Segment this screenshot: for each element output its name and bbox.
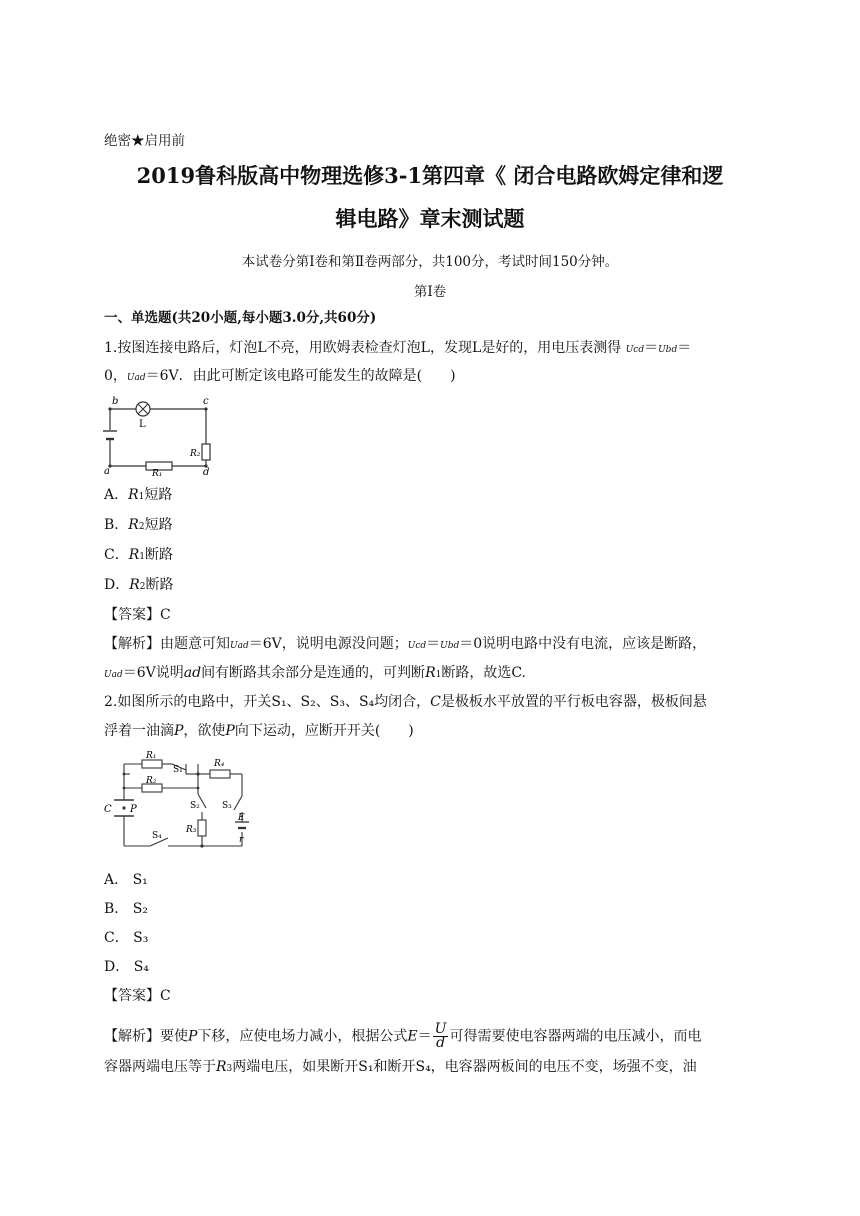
- volume-label: 第Ⅰ卷: [413, 284, 447, 300]
- q1-answer: 【答案】C: [104, 607, 171, 623]
- label-r2: R₂: [146, 776, 157, 786]
- label-s1: S₁: [173, 765, 183, 775]
- q1-stem-text: 1.按图连接电路后，灯泡L不亮，用欧姆表检查灯泡L，发现L是好的，用电压表测得: [104, 340, 622, 356]
- q2-option-d: D． S₄: [104, 959, 149, 975]
- resistor-r4-icon: [210, 770, 230, 778]
- label-c: C: [104, 804, 112, 815]
- q1-stem-text: 0，: [104, 368, 127, 384]
- label-r1: R₁: [146, 751, 157, 761]
- oil-drop-icon: [122, 806, 125, 809]
- q1-circuit-diagram: [102, 394, 220, 476]
- q2-answer: 【答案】C: [104, 988, 171, 1004]
- q1-eq: ＝: [677, 340, 692, 356]
- section-heading: 一、单选题(共20小题,每小题3.0分,共60分): [104, 310, 377, 326]
- q1-option-d: D．R2断路: [104, 577, 174, 593]
- q1-analysis-line-2: Uad＝6V说明ad间有断路其余部分是连通的，可判断R1断路，故选C.: [104, 665, 527, 681]
- q1-stem-line-1: [104, 338, 691, 360]
- label-r2: R₂: [190, 449, 201, 459]
- page-title-line-1: 2019鲁科版高中物理选修3-1第四章《 闭合电路欧姆定律和逻: [136, 163, 724, 188]
- label-r: r: [239, 835, 244, 845]
- label-e: E: [238, 813, 245, 823]
- q2-stem-line-1: 2.如图所示的电路中，开关S₁、S₂、S₃、S₄均闭合，C是极板水平放置的平行板电容器，极板间悬: [104, 694, 707, 710]
- secret-label: 绝密★启用前: [104, 133, 185, 149]
- label-s3: S₃: [222, 801, 232, 811]
- label-c: c: [203, 396, 209, 407]
- q2-analysis-line-2: 容器两端电压等于R3两端电压，如果断开S₁和断开S₄，电容器两板间的电压不变，场强不变，油: [104, 1059, 697, 1075]
- label-a: a: [104, 466, 110, 476]
- q2-option-b: B． S₂: [104, 901, 148, 917]
- label-s4: S₄: [152, 831, 162, 841]
- label-d: d: [203, 467, 210, 476]
- label-r3: R₃: [186, 825, 197, 835]
- q1-analysis-line-1: 【解析】由题意可知Uad＝6V，说明电源没问题；Ucd＝Ubd＝0说明电路中没有电流，应该是断路，: [104, 636, 707, 652]
- label-p: P: [130, 804, 137, 815]
- q2-analysis-line-1: 【解析】要使P下移，应使电场力减小，根据公式E＝ $\frac{U}{d}$ 可得需要使电容器两端的电压减小，而电: [104, 1021, 702, 1051]
- battery-icon: [103, 431, 117, 439]
- q2-circuit-diagram: [102, 750, 252, 856]
- resistor-r3-icon: [198, 820, 206, 836]
- label-r4: R₄: [214, 759, 225, 769]
- q2-option-c: C． S₃: [104, 930, 149, 946]
- q1-ubd: Ubd: [658, 345, 678, 355]
- exam-intro: 本试卷分第Ⅰ卷和第Ⅱ卷两部分，共100分，考试时间150分钟。: [241, 254, 619, 270]
- q2-option-a: A． S₁: [104, 872, 148, 888]
- label-l: L: [139, 419, 146, 430]
- lamp-icon: [136, 402, 150, 416]
- q1-option-b: B．R2短路: [104, 517, 173, 533]
- label-b: b: [112, 396, 119, 407]
- q1-option-c: C．R1断路: [104, 547, 173, 563]
- label-s2: S₂: [190, 801, 200, 811]
- label-r1: R₁: [152, 469, 163, 476]
- q2-stem-line-2: 浮着一油滴P，欲使P向下运动，应断开开关( ): [104, 723, 414, 739]
- q1-stem-line-2: [104, 366, 456, 388]
- q1-option-a: A．R1短路: [104, 487, 173, 503]
- q1-uad: Uad: [126, 373, 146, 383]
- q1-ucd: Ucd: [625, 345, 645, 355]
- page-title-line-2: 辑电路》章末测试题: [335, 206, 525, 231]
- resistor-r2-icon: [202, 444, 210, 460]
- q1-eq: ＝: [644, 340, 659, 356]
- q1-stem-text: ＝6V．由此可断定该电路可能发生的故障是( ): [145, 368, 456, 384]
- resistor-r1-icon: [142, 760, 162, 768]
- formula-fraction: $\frac{U}{d}$: [434, 1021, 447, 1051]
